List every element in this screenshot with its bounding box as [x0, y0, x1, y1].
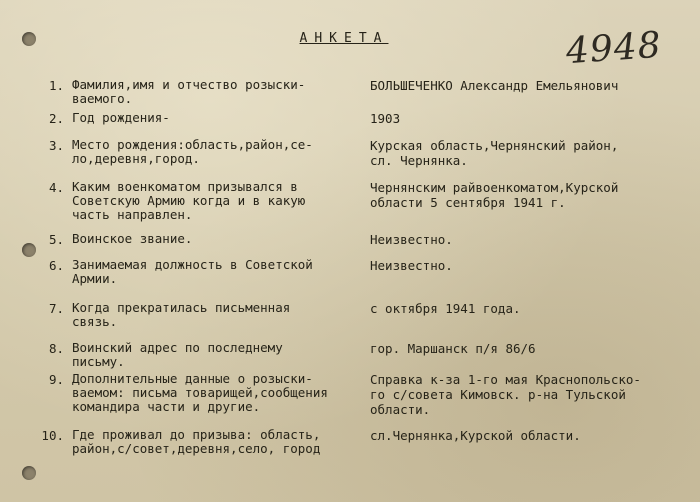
item-number: 3.: [48, 138, 64, 153]
item-answer: сл.Чернянка,Курской области.: [370, 428, 581, 443]
item-number: 5.: [48, 232, 64, 247]
item-question: Когда прекратилась письменная связь.: [72, 300, 291, 329]
item-answer: Чернянским райвоенкоматом,Курской области 5 сентября 1941 г.: [370, 180, 619, 210]
item-answer: Неизвестно.: [370, 258, 453, 273]
item-question: Где проживал до призыва: область, район,с/совет,деревня,село, город: [72, 427, 321, 456]
item-answer: с октября 1941 года.: [370, 301, 521, 316]
handwritten-file-number: 4948: [564, 24, 663, 73]
item-answer: гор. Маршанск п/я 86/6: [370, 341, 536, 356]
item-number: 9.: [48, 372, 64, 387]
item-question: Воинское звание.: [72, 231, 193, 246]
item-number: 2.: [48, 111, 64, 126]
item-answer: Курская область,Чернянский район, сл. Чернянка.: [370, 138, 619, 168]
item-question: Занимаемая должность в Советской Армии.: [72, 257, 313, 286]
item-question: Место рождения:область,район,се- ло,деревня,город.: [72, 137, 313, 166]
document-title: АНКЕТА: [299, 31, 389, 46]
item-number: 7.: [48, 301, 64, 316]
item-answer: Справка к-за 1-го мая Краснопольско- го с/совета Кимовск. р-на Тульской области.: [370, 372, 641, 417]
item-number: 1.: [48, 78, 64, 93]
item-question: Воинский адрес по последнему письму.: [72, 340, 283, 369]
item-number: 6.: [48, 258, 64, 273]
item-question: Дополнительные данные о розыски- ваемом: письма товарищей,сообщения командира части и другие.: [72, 371, 328, 414]
item-question: Фамилия,имя и отчество розыски- ваемого.: [72, 77, 306, 106]
item-question: Каким военкоматом призывался в Советскую Армию когда и в какую часть направлен.: [72, 179, 306, 222]
item-number: 4.: [48, 180, 64, 195]
item-answer: БОЛЬШЕЧЕНКО Александр Емельянович: [370, 78, 619, 93]
binder-hole: [22, 466, 36, 480]
item-answer: 1903: [370, 111, 401, 126]
item-answer: Неизвестно.: [370, 232, 453, 247]
item-number: 10.: [41, 428, 64, 443]
item-number: 8.: [48, 341, 64, 356]
item-question: Год рождения-: [72, 110, 170, 125]
